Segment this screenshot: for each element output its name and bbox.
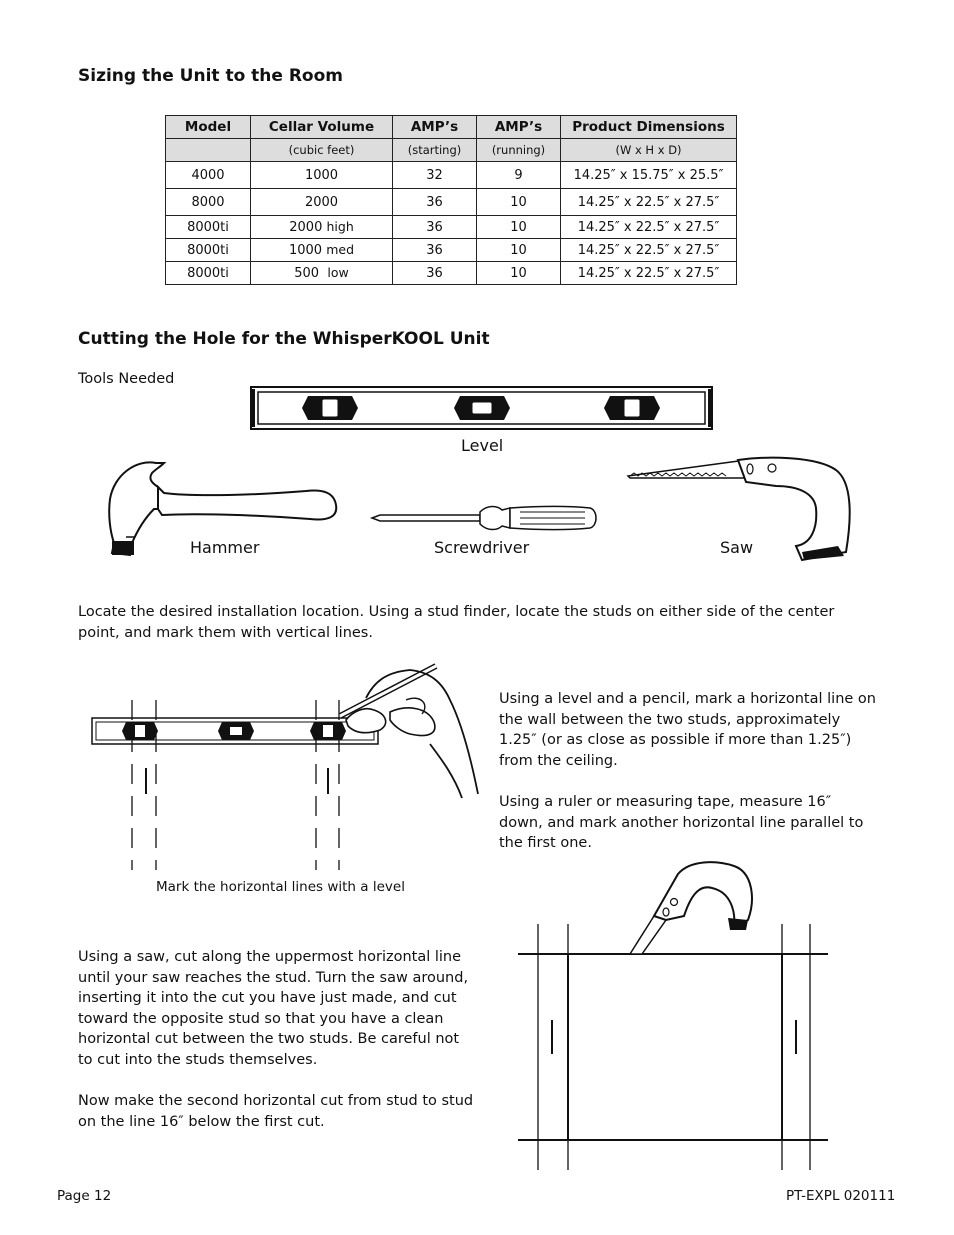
mark-level-paragraph: Using a level and a pencil, mark a horizontal line on the wall between the two studs, approximately 1.25″ (or as close as possible if more than 1.25″) from the ceiling. [499, 691, 876, 769]
footer-page-number: Page 12 [57, 1188, 112, 1204]
table-header-row [166, 116, 737, 139]
tools-needed-label: Tools Needed [78, 371, 175, 387]
table-row: 8000ti 500 low 36 10 14.25″ x 22.5″ x 27.5″ [166, 262, 737, 285]
section-heading-cutting: Cutting the Hole for the WhisperKOOL Unit [78, 329, 490, 349]
table-row: 4000 1000 32 9 14.25″ x 15.75″ x 25.5″ [166, 162, 737, 189]
table-row: 8000ti 2000 high 36 10 14.25″ x 22.5″ x 27.5″ [166, 216, 737, 239]
col-amps-run: AMP’s [477, 116, 561, 139]
saw-cut-diagram [516, 858, 830, 1174]
table-subheader-row: (cubic feet) (starting) (running) (W x H x D) [166, 139, 737, 162]
sizing-table [165, 115, 737, 285]
col-amps-start: AMP’s [393, 116, 477, 139]
table-row: 8000ti 1000 med 36 10 14.25″ x 22.5″ x 27.5″ [166, 239, 737, 262]
locate-paragraph: Locate the desired installation location. Using a stud finder, locate the studs on either side of the center point, and mark them with vertical lines. [78, 604, 835, 641]
screwdriver-illustration [370, 500, 598, 536]
level-label: Level [461, 436, 504, 455]
screwdriver-label: Screwdriver [434, 538, 530, 557]
level-marking-diagram [90, 664, 480, 870]
second-cut-paragraph: Now make the second horizontal cut from stud to stud on the line 16″ below the first cut. [78, 1093, 474, 1130]
level-illustration [250, 386, 713, 430]
table-row: 8000 2000 36 10 14.25″ x 22.5″ x 27.5″ [166, 189, 737, 216]
saw-cut-paragraph: Using a saw, cut along the uppermost horizontal line until your saw reaches the stud. Turn the saw around, inserting it into the cut you have just made, and cut toward the opposite stud so that you have a clean horizontal cut between the two studs. Be careful not to cut into the studs themselves. [78, 949, 469, 1068]
measure-paragraph: Using a ruler or measuring tape, measure 16″ down, and mark another horizontal line parallel to the first one. [499, 794, 864, 851]
section-heading-sizing: Sizing the Unit to the Room [78, 66, 344, 86]
col-model: Model [166, 116, 251, 139]
hammer-label: Hammer [190, 538, 260, 557]
saw-label: Saw [720, 538, 754, 557]
footer-document-code: PT-EXPL 020111 [786, 1188, 896, 1204]
col-dimensions: Product Dimensions [561, 116, 737, 139]
level-caption: Mark the horizontal lines with a level [156, 879, 405, 895]
col-volume: Cellar Volume [251, 116, 393, 139]
